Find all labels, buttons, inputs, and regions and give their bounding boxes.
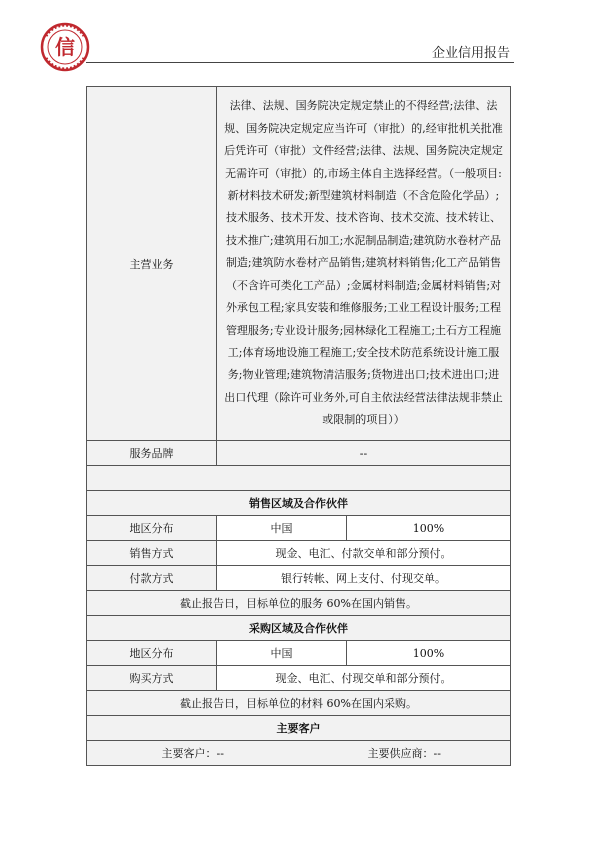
sales-payment-label: 付款方式 — [87, 566, 217, 591]
sales-note-row — [87, 591, 511, 616]
purchase-region-percent: 100% — [347, 641, 511, 666]
customers-section-header — [87, 716, 511, 741]
customers-cell — [87, 741, 511, 766]
spacer-row — [87, 466, 511, 491]
purchase-method-label: 购买方式 — [87, 666, 217, 691]
purchase-note: 截止报告日，目标单位的材料 60%在国内采购。 — [87, 691, 511, 716]
purchase-region-row — [87, 641, 511, 666]
service-brand-row — [87, 441, 511, 466]
purchase-section-title: 采购区域及合作伙伴 — [87, 616, 511, 641]
sales-region-percent: 100% — [347, 516, 511, 541]
report-title: 企业信用报告 — [431, 46, 510, 61]
service-brand-value: -- — [217, 441, 511, 466]
main-customers: 主要客户：-- — [161, 747, 224, 760]
header-divider — [86, 62, 514, 63]
purchase-region-label: 地区分布 — [87, 641, 217, 666]
report-table — [86, 86, 511, 766]
purchase-section-header — [87, 616, 511, 641]
sales-payment-value: 银行转帐、网上支付、付现交单。 — [217, 566, 511, 591]
sales-region-label: 地区分布 — [87, 516, 217, 541]
sales-method-value: 现金、电汇、付款交单和部分预付。 — [217, 541, 511, 566]
sales-region-row — [87, 516, 511, 541]
sales-section-header — [87, 491, 511, 516]
page-header — [0, 0, 600, 70]
purchase-method-value: 现金、电汇、付现交单和部分预付。 — [217, 666, 511, 691]
business-scope-label: 主营业务 — [87, 87, 217, 441]
sales-note: 截止报告日，目标单位的服务 60%在国内销售。 — [87, 591, 511, 616]
purchase-region-value: 中国 — [217, 641, 347, 666]
business-scope-text: 法律、法规、国务院决定规定禁止的不得经营;法律、法规、国务院决定规定应当许可（审批）的,经审批机关批准后凭许可（审批）文件经营;法律、法规、国务院决定规定无需许可（审批）的,市场主体自主选择经营。（一般项目:新材料技术研发;新型建筑材料制造（不含危险化学品）;技术服务、技术开发、技术咨询、技术交流、技术转让、技术推广;建筑用石加工;水泥制品制造;建筑防水卷材产品制造;建筑防水卷材产品销售;建筑材料销售;化工产品销售（不含许可类化工产品）;金属材料制造;金属材料销售;对外承包工程;家具安装和维修服务;工业工程设计服务;工程管理服务;专业设计服务;园林绿化工程施工;土石方工程施工;体育场地设施工程施工;安全技术防范系统设计施工服务;物业管理;建筑物清洁服务;货物进出口;技术进出口;进出口代理（除许可业务外,可自主依法经营法律法规非禁止或限制的项目）） — [217, 87, 511, 441]
customers-section-title: 主要客户 — [87, 716, 511, 741]
logo-char: 信 — [55, 35, 75, 59]
sales-region-value: 中国 — [217, 516, 347, 541]
main-suppliers: 主要供应商：-- — [367, 747, 441, 760]
sales-section-title: 销售区域及合作伙伴 — [87, 491, 511, 516]
sales-payment-row — [87, 566, 511, 591]
sales-method-row — [87, 541, 511, 566]
company-logo — [40, 22, 90, 72]
purchase-note-row — [87, 691, 511, 716]
customers-row — [87, 741, 511, 766]
spacer-cell — [87, 466, 511, 491]
business-scope-row — [87, 87, 511, 441]
purchase-method-row — [87, 666, 511, 691]
sales-method-label: 销售方式 — [87, 541, 217, 566]
service-brand-label: 服务品牌 — [87, 441, 217, 466]
